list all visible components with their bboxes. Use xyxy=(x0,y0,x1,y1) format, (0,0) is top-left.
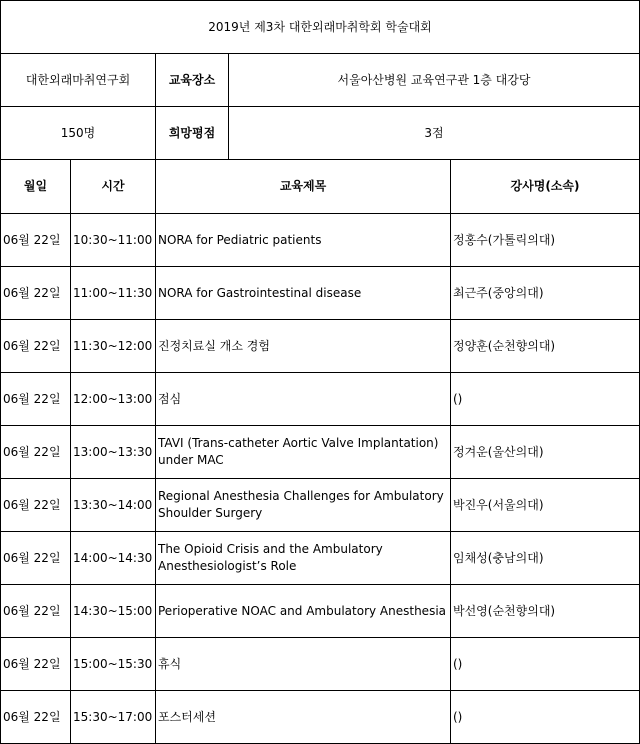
row-time: 13:30~14:00 xyxy=(71,479,156,532)
row-date: 06월 22일 xyxy=(1,320,71,373)
column-header-row xyxy=(1,160,640,214)
row-date: 06월 22일 xyxy=(1,532,71,585)
row-topic: 점심 xyxy=(156,373,451,426)
organizer-cell: 대한외래마취연구회 xyxy=(1,54,156,107)
row-topic: NORA for Gastrointestinal disease xyxy=(156,267,451,320)
row-date: 06월 22일 xyxy=(1,638,71,691)
row-time: 11:00~11:30 xyxy=(71,267,156,320)
header-time: 시간 xyxy=(71,160,156,214)
row-speaker: () xyxy=(451,691,640,744)
row-topic: 진정치료실 개소 경험 xyxy=(156,320,451,373)
table-row xyxy=(1,691,640,744)
row-time: 14:00~14:30 xyxy=(71,532,156,585)
header-date: 월일 xyxy=(1,160,71,214)
location-label: 교육장소 xyxy=(156,54,229,107)
table-row xyxy=(1,373,640,426)
row-speaker: 정겨운(울산의대) xyxy=(451,426,640,479)
title-row xyxy=(1,1,640,54)
row-speaker: 박선영(순천향의대) xyxy=(451,585,640,638)
row-topic: NORA for Pediatric patients xyxy=(156,214,451,267)
row-topic: 휴식 xyxy=(156,638,451,691)
capacity-cell: 150명 xyxy=(1,107,156,160)
row-speaker: () xyxy=(451,638,640,691)
header-speaker: 강사명(소속) xyxy=(451,160,640,214)
row-time: 12:00~13:00 xyxy=(71,373,156,426)
row-date: 06월 22일 xyxy=(1,585,71,638)
row-speaker: () xyxy=(451,373,640,426)
table-row xyxy=(1,479,640,532)
location-value: 서울아산병원 교육연구관 1층 대강당 xyxy=(229,54,640,107)
table-row xyxy=(1,532,640,585)
row-time: 14:30~15:00 xyxy=(71,585,156,638)
table-row xyxy=(1,638,640,691)
row-time: 11:30~12:00 xyxy=(71,320,156,373)
header-topic: 교육제목 xyxy=(156,160,451,214)
table-row xyxy=(1,214,640,267)
info-row-capacity xyxy=(1,107,640,160)
row-speaker: 정양훈(순천향의대) xyxy=(451,320,640,373)
row-topic: Regional Anesthesia Challenges for Ambulatory Shoulder Surgery xyxy=(156,479,451,532)
table-row xyxy=(1,426,640,479)
row-topic: Perioperative NOAC and Ambulatory Anesthesia xyxy=(156,585,451,638)
row-date: 06월 22일 xyxy=(1,426,71,479)
table-row xyxy=(1,320,640,373)
row-topic: The Opioid Crisis and the Ambulatory Anesthesiologist’s Role xyxy=(156,532,451,585)
row-topic: 포스터세션 xyxy=(156,691,451,744)
row-date: 06월 22일 xyxy=(1,479,71,532)
row-date: 06월 22일 xyxy=(1,373,71,426)
table-row xyxy=(1,267,640,320)
row-topic: TAVI (Trans-catheter Aortic Valve Implantation) under MAC xyxy=(156,426,451,479)
row-date: 06월 22일 xyxy=(1,267,71,320)
info-row-location xyxy=(1,54,640,107)
row-date: 06월 22일 xyxy=(1,691,71,744)
row-date: 06월 22일 xyxy=(1,214,71,267)
row-speaker: 박진우(서울의대) xyxy=(451,479,640,532)
table-row xyxy=(1,585,640,638)
event-title: 2019년 제3차 대한외래마취학회 학술대회 xyxy=(1,1,640,54)
row-speaker: 임채성(충남의대) xyxy=(451,532,640,585)
row-time: 15:30~17:00 xyxy=(71,691,156,744)
row-time: 13:00~13:30 xyxy=(71,426,156,479)
row-time: 10:30~11:00 xyxy=(71,214,156,267)
row-time: 15:00~15:30 xyxy=(71,638,156,691)
row-speaker: 최근주(중앙의대) xyxy=(451,267,640,320)
credit-value: 3점 xyxy=(229,107,640,160)
credit-label: 희망평점 xyxy=(156,107,229,160)
row-speaker: 정홍수(가톨릭의대) xyxy=(451,214,640,267)
